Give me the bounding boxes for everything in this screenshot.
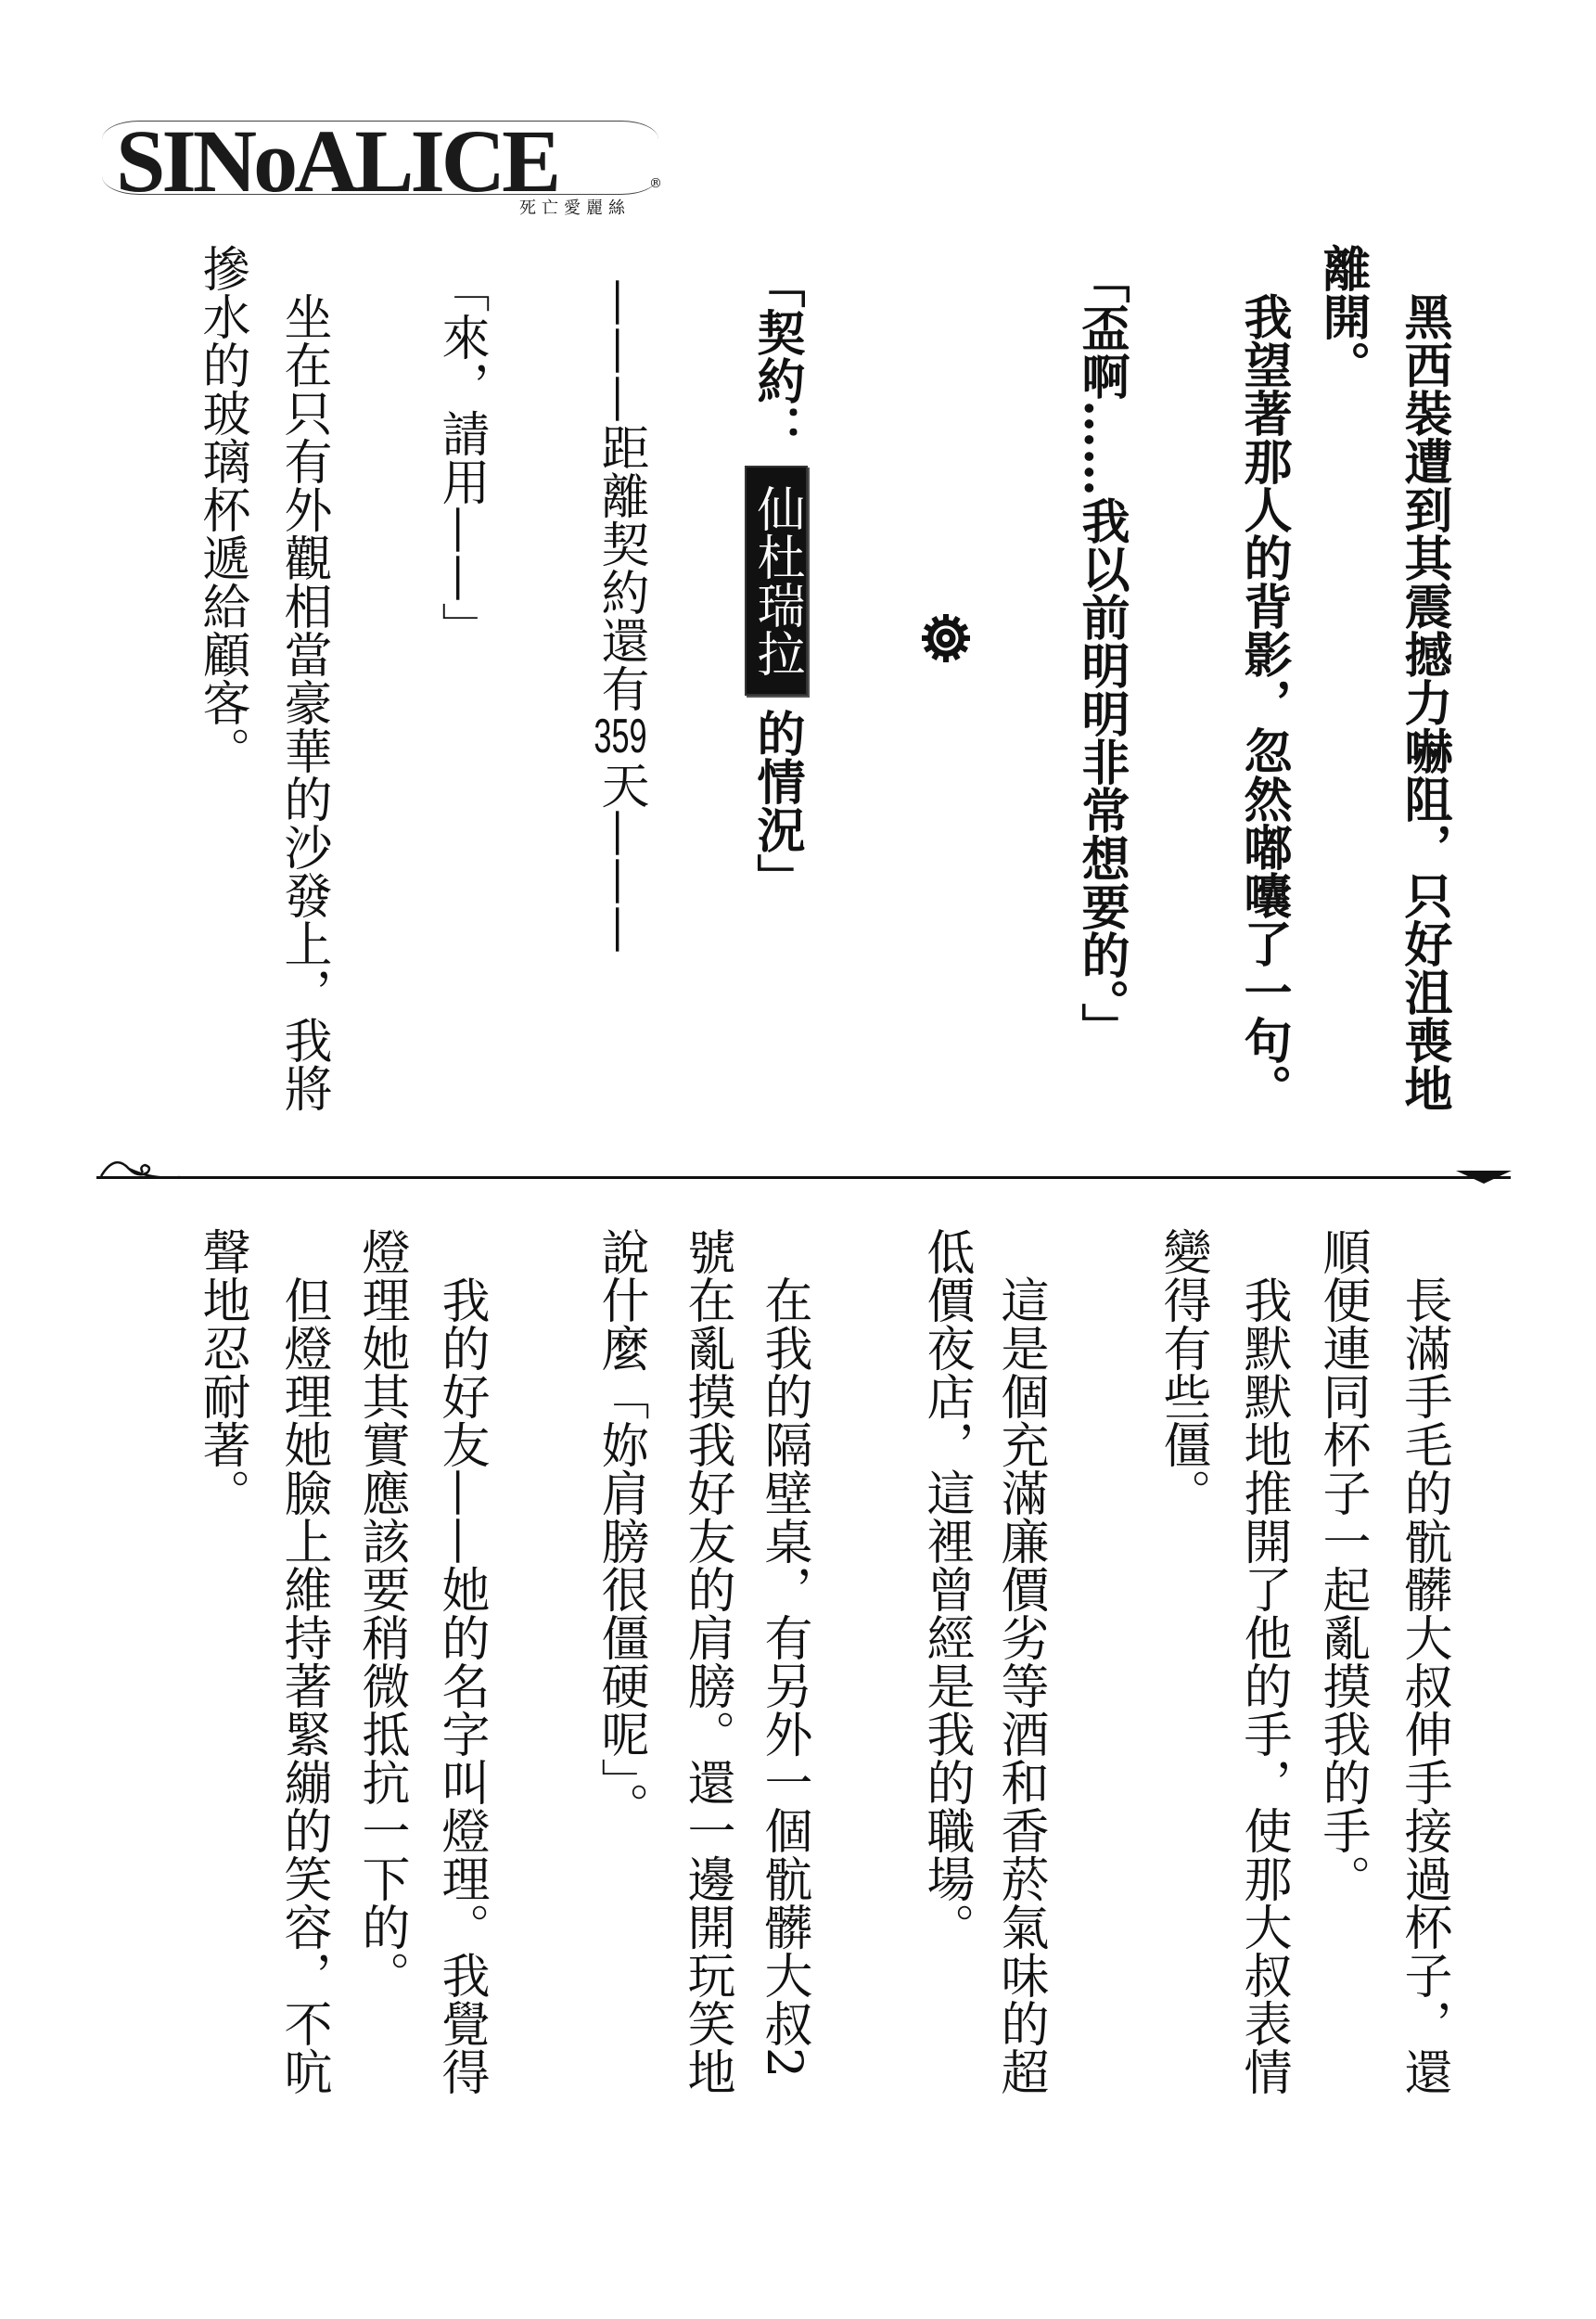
divider-arrow-tip-icon [1456,1171,1512,1184]
contract-label: 「契約： [748,260,805,453]
dialogue-line: 「來，請用——」 [433,264,489,650]
text-column: 坐在只有外觀相當豪華的沙發上，我將 [275,244,331,1112]
text-column: 我的好友——她的名字叫燈理。我覺得 [433,1227,489,2095]
text-column: 摻水的玻璃杯遞給顧客。 [194,244,249,775]
text-column: 離開。 [1314,244,1371,389]
dash: ——— [593,278,648,423]
sinoalice-logo: SINoALICE [116,111,558,211]
text-column: 長滿手毛的骯髒大叔伸手接過杯子，還 [1396,1227,1451,2095]
text-column: 「盃啊……我以前明明非常想要的。」 [1073,255,1130,1051]
text-column: 說什麼「妳肩膀很僵硬呢」。 [593,1227,648,1830]
contract-countdown [593,278,648,954]
text-column: 低價夜店，這裡曾經是我的職場。 [918,1227,974,1951]
countdown-text: 距離契約還有 [593,423,648,712]
text-column: 我默默地推開了他的手，使那大叔表情 [1235,1227,1291,2095]
character-name-tag: 仙杜瑞拉 [745,466,808,696]
contract-suffix: 的情況」 [748,709,805,902]
text-column: 號在亂摸我好友的肩膀。還一邊開玩笑地 [679,1227,734,2095]
section-divider [96,1176,1511,1179]
dash: ——— [593,809,648,954]
text-column: 我望著那人的背影，忽然嘟囔了一句。 [1235,244,1292,1112]
logo-subtitle: 死亡愛麗絲 [519,199,631,218]
text-column: 變得有些僵。 [1155,1227,1210,1517]
countdown-days: 359 [594,712,647,761]
countdown-unit: 天 [593,761,648,809]
text-column: 在我的隔壁桌，有另外一個骯髒大叔2 [756,1227,811,2079]
registered-mark: ® [649,176,662,191]
contract-status-line [748,260,808,902]
text-column: 順便連同杯子一起亂摸我的手。 [1314,1227,1370,1903]
text-column: 聲地忍耐著。 [194,1227,249,1517]
ornament-swirl-icon [96,1148,180,1185]
text-column: 燈理她其實應該要稍微抵抗一下的。 [353,1227,409,1999]
gear-icon [920,612,972,664]
text-column: 但燈理她臉上維持著緊繃的笑容，不吭 [275,1227,331,2095]
text-column: 黑西裝遭到其震撼力嚇阻，只好沮喪地 [1396,244,1452,1112]
text-column: 這是個充滿廉價劣等酒和香菸氣味的超 [992,1227,1048,2095]
